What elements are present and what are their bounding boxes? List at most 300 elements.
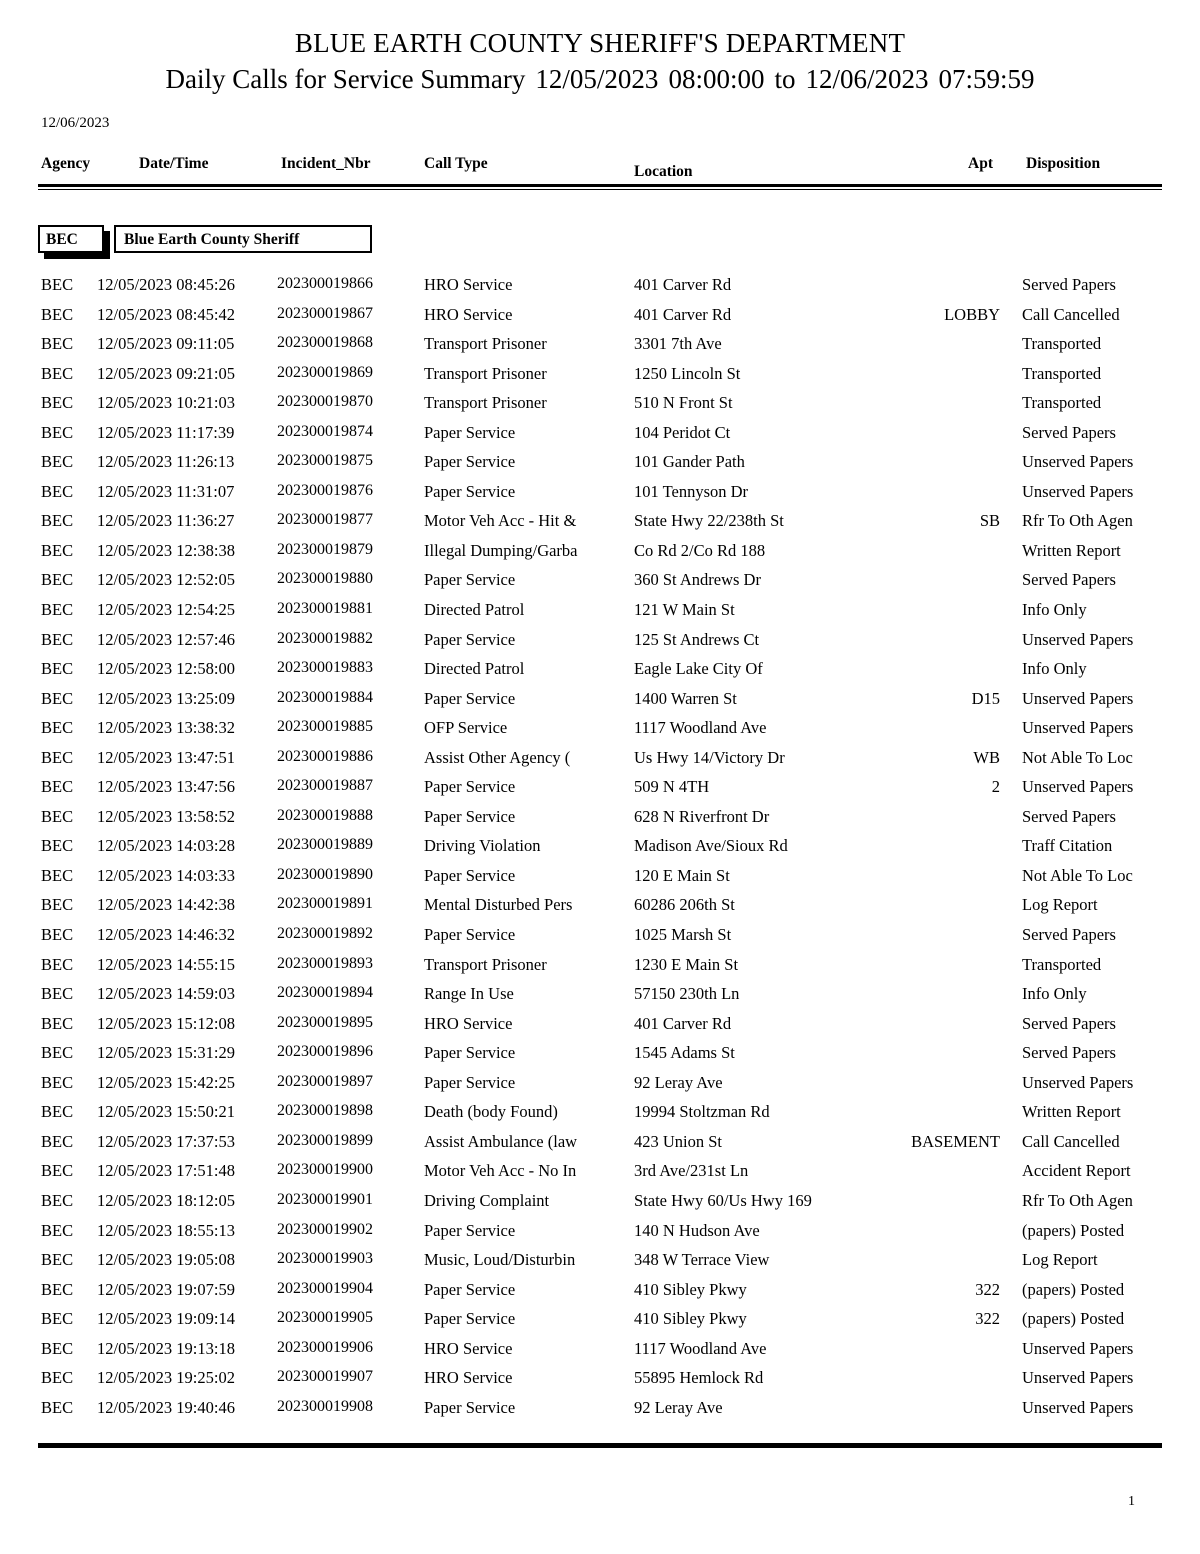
cell-location: Eagle Lake City Of	[634, 659, 763, 679]
table-row	[0, 925, 1200, 955]
cell-incident-nbr: 202300019889	[277, 836, 373, 854]
cell-agency: BEC	[41, 1013, 74, 1033]
cell-datetime: 12/05/2023 18:12:05	[97, 1190, 235, 1210]
cell-location: 92 Leray Ave	[634, 1072, 723, 1092]
cell-disposition: Served Papers	[1022, 925, 1116, 945]
cell-apt: SB	[979, 511, 1000, 531]
cell-disposition: Unserved Papers	[1022, 452, 1134, 472]
cell-datetime: 12/05/2023 12:57:46	[97, 629, 235, 649]
cell-disposition: (papers) Posted	[1022, 1279, 1125, 1299]
table-row	[0, 1309, 1200, 1339]
cell-disposition: Info Only	[1022, 600, 1087, 620]
cell-datetime: 12/05/2023 09:21:05	[97, 363, 235, 383]
cell-agency: BEC	[41, 984, 74, 1004]
cell-agency: BEC	[41, 1279, 74, 1299]
cell-call-type: HRO Service	[424, 304, 513, 324]
cell-location: Co Rd 2/Co Rd 188	[634, 540, 766, 560]
cell-datetime: 12/05/2023 19:09:14	[97, 1309, 235, 1329]
cell-datetime: 12/05/2023 14:03:33	[97, 865, 235, 885]
cell-call-type: Paper Service	[424, 1309, 516, 1329]
cell-disposition: Served Papers	[1022, 422, 1116, 442]
cell-location: 101 Gander Path	[634, 452, 745, 472]
cell-disposition: Info Only	[1022, 984, 1087, 1004]
cell-datetime: 12/05/2023 11:31:07	[97, 481, 235, 501]
cell-agency: BEC	[41, 659, 74, 679]
cell-call-type: Directed Patrol	[424, 600, 525, 620]
column-header-agency: Agency	[41, 155, 91, 172]
cell-location: 121 W Main St	[634, 600, 735, 620]
cell-call-type: Paper Service	[424, 1072, 516, 1092]
cell-call-type: Driving Violation	[424, 836, 541, 856]
cell-call-type: Paper Service	[424, 629, 516, 649]
cell-call-type: Death (body Found)	[424, 1102, 558, 1122]
cell-agency: BEC	[41, 511, 74, 531]
cell-datetime: 12/05/2023 14:42:38	[97, 895, 235, 915]
column-header-location: Location	[634, 163, 693, 180]
cell-call-type: HRO Service	[424, 1338, 513, 1358]
cell-agency: BEC	[41, 422, 74, 442]
table-row	[0, 1102, 1200, 1132]
cell-incident-nbr: 202300019886	[277, 747, 373, 765]
cell-call-type: HRO Service	[424, 1368, 513, 1388]
range-end-date: 12/06/2023	[805, 64, 929, 94]
cell-location: State Hwy 60/Us Hwy 169	[634, 1190, 812, 1210]
cell-location: 401 Carver Rd	[634, 304, 732, 324]
table-row	[0, 541, 1200, 571]
cell-incident-nbr: 202300019899	[277, 1131, 373, 1149]
cell-disposition: Served Papers	[1022, 1043, 1116, 1063]
table-row	[0, 807, 1200, 837]
cell-agency: BEC	[41, 806, 74, 826]
cell-agency: BEC	[41, 481, 74, 501]
cell-datetime: 12/05/2023 11:17:39	[97, 422, 235, 442]
cell-disposition: Written Report	[1022, 540, 1121, 560]
cell-datetime: 12/05/2023 09:11:05	[97, 334, 235, 354]
cell-incident-nbr: 202300019882	[277, 629, 373, 647]
cell-disposition: Rfr To Oth Agen	[1022, 1190, 1133, 1210]
table-row	[0, 718, 1200, 748]
table-row	[0, 836, 1200, 866]
cell-agency: BEC	[41, 1250, 74, 1270]
cell-incident-nbr: 202300019902	[277, 1220, 373, 1238]
cell-disposition: Log Report	[1022, 1250, 1098, 1270]
table-row	[0, 955, 1200, 985]
cell-incident-nbr: 202300019892	[277, 925, 373, 943]
cell-disposition: Written Report	[1022, 1102, 1121, 1122]
cell-location: 410 Sibley Pkwy	[634, 1309, 747, 1329]
table-row	[0, 1368, 1200, 1398]
cell-call-type: Paper Service	[424, 777, 516, 797]
cell-apt: WB	[973, 747, 1000, 767]
cell-incident-nbr: 202300019896	[277, 1043, 373, 1061]
cell-incident-nbr: 202300019887	[277, 777, 373, 795]
cell-location: 628 N Riverfront Dr	[634, 806, 770, 826]
cell-call-type: HRO Service	[424, 275, 513, 294]
cell-agency: BEC	[41, 747, 74, 767]
cell-call-type: Paper Service	[424, 865, 516, 885]
cell-incident-nbr: 202300019888	[277, 806, 373, 824]
report-run-date: 12/06/2023	[41, 115, 110, 131]
cell-call-type: Paper Service	[424, 481, 516, 501]
cell-incident-nbr: 202300019868	[277, 334, 373, 352]
cell-disposition: Transported	[1022, 363, 1102, 383]
cell-call-type: OFP Service	[424, 718, 508, 738]
cell-location: 92 Leray Ave	[634, 1397, 723, 1417]
cell-call-type: Paper Service	[424, 452, 516, 472]
cell-call-type: Motor Veh Acc - No In	[424, 1161, 577, 1181]
cell-location: 120 E Main St	[634, 865, 730, 885]
cell-call-type: Music, Loud/Disturbin	[424, 1250, 576, 1270]
cell-apt: LOBBY	[944, 304, 1000, 324]
cell-datetime: 12/05/2023 15:50:21	[97, 1102, 235, 1122]
cell-datetime: 12/05/2023 14:46:32	[97, 925, 235, 945]
cell-incident-nbr: 202300019880	[277, 570, 373, 588]
header-divider	[38, 184, 1162, 190]
cell-incident-nbr: 202300019881	[277, 600, 373, 618]
cell-agency: BEC	[41, 925, 74, 945]
cell-call-type: Driving Complaint	[424, 1190, 550, 1210]
cell-disposition: Transported	[1022, 954, 1102, 974]
cell-datetime: 12/05/2023 13:25:09	[97, 688, 235, 708]
cell-datetime: 12/05/2023 13:38:32	[97, 718, 235, 738]
cell-agency: BEC	[41, 836, 74, 856]
cell-agency: BEC	[41, 334, 74, 354]
table-row	[0, 364, 1200, 394]
cell-location: 401 Carver Rd	[634, 1013, 732, 1033]
cell-datetime: 12/05/2023 11:36:27	[97, 511, 235, 531]
cell-agency: BEC	[41, 1397, 74, 1417]
column-header-disposition: Disposition	[1026, 155, 1101, 172]
cell-call-type: Illegal Dumping/Garba	[424, 540, 578, 560]
cell-incident-nbr: 202300019869	[277, 363, 373, 381]
page-subtitle	[0, 64, 1200, 95]
cell-call-type: Paper Service	[424, 1043, 516, 1063]
table-row	[0, 659, 1200, 689]
cell-disposition: Not Able To Loc	[1022, 865, 1133, 885]
cell-disposition: Unserved Papers	[1022, 777, 1134, 797]
cell-location: 19994 Stoltzman Rd	[634, 1102, 770, 1122]
table-row	[0, 748, 1200, 778]
cell-incident-nbr: 202300019883	[277, 659, 373, 677]
table-row	[0, 1339, 1200, 1369]
cell-datetime: 12/05/2023 12:58:00	[97, 659, 235, 679]
table-row	[0, 482, 1200, 512]
cell-call-type: Paper Service	[424, 925, 516, 945]
table-row	[0, 689, 1200, 719]
cell-incident-nbr: 202300019867	[277, 304, 373, 322]
cell-call-type: Motor Veh Acc - Hit &	[424, 511, 577, 531]
cell-incident-nbr: 202300019908	[277, 1397, 373, 1415]
cell-disposition: (papers) Posted	[1022, 1309, 1125, 1329]
cell-call-type: Transport Prisoner	[424, 954, 547, 974]
cell-disposition: Served Papers	[1022, 275, 1116, 294]
range-start-date: 12/05/2023	[535, 64, 659, 94]
cell-call-type: Paper Service	[424, 806, 516, 826]
table-row	[0, 423, 1200, 453]
table-row	[0, 600, 1200, 630]
cell-datetime: 12/05/2023 17:37:53	[97, 1131, 235, 1151]
table-row	[0, 1014, 1200, 1044]
agency-name-box: Blue Earth County Sheriff	[114, 225, 372, 253]
cell-location: 57150 230th Ln	[634, 984, 740, 1004]
cell-datetime: 12/05/2023 15:31:29	[97, 1043, 235, 1063]
cell-apt: 322	[975, 1309, 1000, 1329]
cell-agency: BEC	[41, 1131, 74, 1151]
cell-agency: BEC	[41, 718, 74, 738]
cell-incident-nbr: 202300019884	[277, 688, 373, 706]
cell-location: Madison Ave/Sioux Rd	[634, 836, 788, 856]
cell-agency: BEC	[41, 1102, 74, 1122]
cell-datetime: 12/05/2023 12:54:25	[97, 600, 235, 620]
cell-disposition: Call Cancelled	[1022, 1131, 1120, 1151]
table-row	[0, 1043, 1200, 1073]
cell-agency: BEC	[41, 1190, 74, 1210]
table-row	[0, 1132, 1200, 1162]
cell-datetime: 12/05/2023 13:58:52	[97, 806, 235, 826]
column-header-incident-nbr: Incident_Nbr	[281, 155, 371, 172]
cell-datetime: 12/05/2023 13:47:51	[97, 747, 235, 767]
cell-disposition: Unserved Papers	[1022, 1368, 1134, 1388]
cell-datetime: 12/05/2023 19:25:02	[97, 1368, 235, 1388]
cell-agency: BEC	[41, 570, 74, 590]
cell-location: 104 Peridot Ct	[634, 422, 731, 442]
cell-location: 510 N Front St	[634, 393, 733, 413]
table-row	[0, 1191, 1200, 1221]
cell-call-type: Paper Service	[424, 1279, 516, 1299]
cell-call-type: Paper Service	[424, 422, 516, 442]
cell-datetime: 12/05/2023 08:45:26	[97, 275, 235, 294]
table-row	[0, 1161, 1200, 1191]
table-row	[0, 630, 1200, 660]
cell-disposition: Transported	[1022, 393, 1102, 413]
table-row	[0, 275, 1200, 305]
cell-datetime: 12/05/2023 19:05:08	[97, 1250, 235, 1270]
cell-datetime: 12/05/2023 13:47:56	[97, 777, 235, 797]
cell-disposition: (papers) Posted	[1022, 1220, 1125, 1240]
cell-datetime: 12/05/2023 11:26:13	[97, 452, 235, 472]
cell-disposition: Unserved Papers	[1022, 718, 1134, 738]
cell-location: 60286 206th St	[634, 895, 735, 915]
table-row	[0, 452, 1200, 482]
cell-incident-nbr: 202300019907	[277, 1368, 373, 1386]
cell-incident-nbr: 202300019877	[277, 511, 373, 529]
cell-datetime: 12/05/2023 15:42:25	[97, 1072, 235, 1092]
cell-agency: BEC	[41, 1309, 74, 1329]
cell-apt: 322	[975, 1279, 1000, 1299]
cell-incident-nbr: 202300019900	[277, 1161, 373, 1179]
cell-call-type: Mental Disturbed Pers	[424, 895, 573, 915]
cell-agency: BEC	[41, 1220, 74, 1240]
table-row	[0, 777, 1200, 807]
cell-incident-nbr: 202300019904	[277, 1279, 373, 1297]
cell-call-type: Transport Prisoner	[424, 363, 547, 383]
cell-datetime: 12/05/2023 08:45:42	[97, 304, 235, 324]
subtitle-label: Daily Calls for Service Summary	[165, 64, 526, 94]
calls-table-body	[0, 275, 1200, 1427]
range-start-time: 08:00:00	[668, 64, 765, 94]
cell-location: 509 N 4TH	[634, 777, 710, 797]
cell-agency: BEC	[41, 629, 74, 649]
cell-apt: 2	[991, 777, 1000, 797]
cell-agency: BEC	[41, 1368, 74, 1388]
cell-location: 1117 Woodland Ave	[634, 718, 767, 738]
cell-call-type: Range In Use	[424, 984, 514, 1004]
cell-incident-nbr: 202300019870	[277, 393, 373, 411]
cell-incident-nbr: 202300019879	[277, 540, 373, 558]
cell-location: 55895 Hemlock Rd	[634, 1368, 764, 1388]
cell-location: Us Hwy 14/Victory Dr	[634, 747, 785, 767]
cell-agency: BEC	[41, 954, 74, 974]
cell-location: 401 Carver Rd	[634, 275, 732, 294]
cell-incident-nbr: 202300019893	[277, 954, 373, 972]
cell-agency: BEC	[41, 275, 74, 294]
cell-call-type: Paper Service	[424, 688, 516, 708]
cell-disposition: Log Report	[1022, 895, 1098, 915]
cell-disposition: Call Cancelled	[1022, 304, 1120, 324]
cell-datetime: 12/05/2023 14:55:15	[97, 954, 235, 974]
cell-agency: BEC	[41, 363, 74, 383]
cell-call-type: Transport Prisoner	[424, 334, 547, 354]
cell-datetime: 12/05/2023 10:21:03	[97, 393, 235, 413]
cell-datetime: 12/05/2023 17:51:48	[97, 1161, 235, 1181]
cell-apt: D15	[971, 688, 1000, 708]
cell-location: 1400 Warren St	[634, 688, 737, 708]
cell-incident-nbr: 202300019885	[277, 718, 373, 736]
table-row	[0, 393, 1200, 423]
table-row	[0, 570, 1200, 600]
cell-agency: BEC	[41, 600, 74, 620]
column-header-call-type: Call Type	[424, 155, 488, 172]
footer-divider	[38, 1443, 1162, 1448]
cell-agency: BEC	[41, 393, 74, 413]
table-row	[0, 1398, 1200, 1428]
cell-incident-nbr: 202300019905	[277, 1309, 373, 1327]
cell-incident-nbr: 202300019894	[277, 984, 373, 1002]
table-row	[0, 866, 1200, 896]
cell-apt: BASEMENT	[911, 1131, 1000, 1151]
cell-datetime: 12/05/2023 19:40:46	[97, 1397, 235, 1417]
table-row	[0, 1073, 1200, 1103]
cell-disposition: Unserved Papers	[1022, 688, 1134, 708]
cell-location: 1230 E Main St	[634, 954, 739, 974]
table-row	[0, 1280, 1200, 1310]
cell-disposition: Traff Citation	[1022, 836, 1113, 856]
cell-incident-nbr: 202300019906	[277, 1338, 373, 1356]
cell-datetime: 12/05/2023 19:07:59	[97, 1279, 235, 1299]
table-row	[0, 1221, 1200, 1251]
cell-location: 3301 7th Ave	[634, 334, 722, 354]
cell-datetime: 12/05/2023 14:59:03	[97, 984, 235, 1004]
cell-disposition: Not Able To Loc	[1022, 747, 1133, 767]
cell-agency: BEC	[41, 865, 74, 885]
column-header-apt: Apt	[968, 155, 993, 172]
cell-location: 1250 Lincoln St	[634, 363, 741, 383]
cell-agency: BEC	[41, 777, 74, 797]
cell-datetime: 12/05/2023 19:13:18	[97, 1338, 235, 1358]
cell-call-type: Paper Service	[424, 1220, 516, 1240]
cell-incident-nbr: 202300019876	[277, 481, 373, 499]
cell-call-type: Transport Prisoner	[424, 393, 547, 413]
cell-incident-nbr: 202300019891	[277, 895, 373, 913]
table-row	[0, 984, 1200, 1014]
cell-call-type: HRO Service	[424, 1013, 513, 1033]
page-number: 1	[1128, 1494, 1135, 1509]
cell-location: 1117 Woodland Ave	[634, 1338, 767, 1358]
cell-location: 423 Union St	[634, 1131, 723, 1151]
cell-agency: BEC	[41, 304, 74, 324]
cell-incident-nbr: 202300019866	[277, 275, 373, 292]
cell-call-type: Directed Patrol	[424, 659, 525, 679]
cell-disposition: Unserved Papers	[1022, 629, 1134, 649]
cell-incident-nbr: 202300019890	[277, 865, 373, 883]
cell-incident-nbr: 202300019898	[277, 1102, 373, 1120]
cell-incident-nbr: 202300019897	[277, 1072, 373, 1090]
table-row	[0, 334, 1200, 364]
cell-disposition: Unserved Papers	[1022, 1338, 1134, 1358]
cell-agency: BEC	[41, 688, 74, 708]
cell-incident-nbr: 202300019903	[277, 1250, 373, 1268]
cell-incident-nbr: 202300019874	[277, 422, 373, 440]
cell-location: State Hwy 22/238th St	[634, 511, 784, 531]
range-separator: to	[774, 64, 796, 94]
cell-call-type: Assist Ambulance (law	[424, 1131, 578, 1151]
cell-disposition: Info Only	[1022, 659, 1087, 679]
cell-call-type: Paper Service	[424, 1397, 516, 1417]
table-row	[0, 1250, 1200, 1280]
cell-disposition: Accident Report	[1022, 1161, 1131, 1181]
cell-location: 1025 Marsh St	[634, 925, 732, 945]
table-row	[0, 895, 1200, 925]
cell-datetime: 12/05/2023 14:03:28	[97, 836, 235, 856]
table-header-row	[0, 152, 1200, 184]
cell-location: 410 Sibley Pkwy	[634, 1279, 747, 1299]
cell-disposition: Served Papers	[1022, 806, 1116, 826]
column-header-datetime: Date/Time	[139, 155, 209, 172]
cell-location: 348 W Terrace View	[634, 1250, 770, 1270]
cell-location: 360 St Andrews Dr	[634, 570, 761, 590]
cell-call-type: Assist Other Agency (	[424, 747, 571, 767]
agency-code-box: BEC	[38, 225, 104, 253]
cell-agency: BEC	[41, 1072, 74, 1092]
table-row	[0, 511, 1200, 541]
cell-disposition: Unserved Papers	[1022, 1072, 1134, 1092]
cell-location: 1545 Adams St	[634, 1043, 735, 1063]
page-title: BLUE EARTH COUNTY SHERIFF'S DEPARTMENT	[294, 28, 906, 58]
cell-agency: BEC	[41, 1161, 74, 1181]
cell-incident-nbr: 202300019895	[277, 1013, 373, 1031]
cell-call-type: Paper Service	[424, 570, 516, 590]
cell-disposition: Rfr To Oth Agen	[1022, 511, 1133, 531]
table-row	[0, 305, 1200, 335]
cell-location: 140 N Hudson Ave	[634, 1220, 760, 1240]
cell-disposition: Served Papers	[1022, 1013, 1116, 1033]
cell-datetime: 12/05/2023 15:12:08	[97, 1013, 235, 1033]
cell-location: 3rd Ave/231st Ln	[634, 1161, 749, 1181]
cell-disposition: Transported	[1022, 334, 1102, 354]
cell-datetime: 12/05/2023 12:38:38	[97, 540, 235, 560]
cell-datetime: 12/05/2023 18:55:13	[97, 1220, 235, 1240]
cell-location: 125 St Andrews Ct	[634, 629, 760, 649]
cell-datetime: 12/05/2023 12:52:05	[97, 570, 235, 590]
cell-agency: BEC	[41, 1043, 74, 1063]
cell-agency: BEC	[41, 895, 74, 915]
cell-disposition: Served Papers	[1022, 570, 1116, 590]
range-end-time: 07:59:59	[938, 64, 1035, 94]
cell-disposition: Unserved Papers	[1022, 481, 1134, 501]
cell-location: 101 Tennyson Dr	[634, 481, 749, 501]
cell-agency: BEC	[41, 540, 74, 560]
cell-disposition: Unserved Papers	[1022, 1397, 1134, 1417]
